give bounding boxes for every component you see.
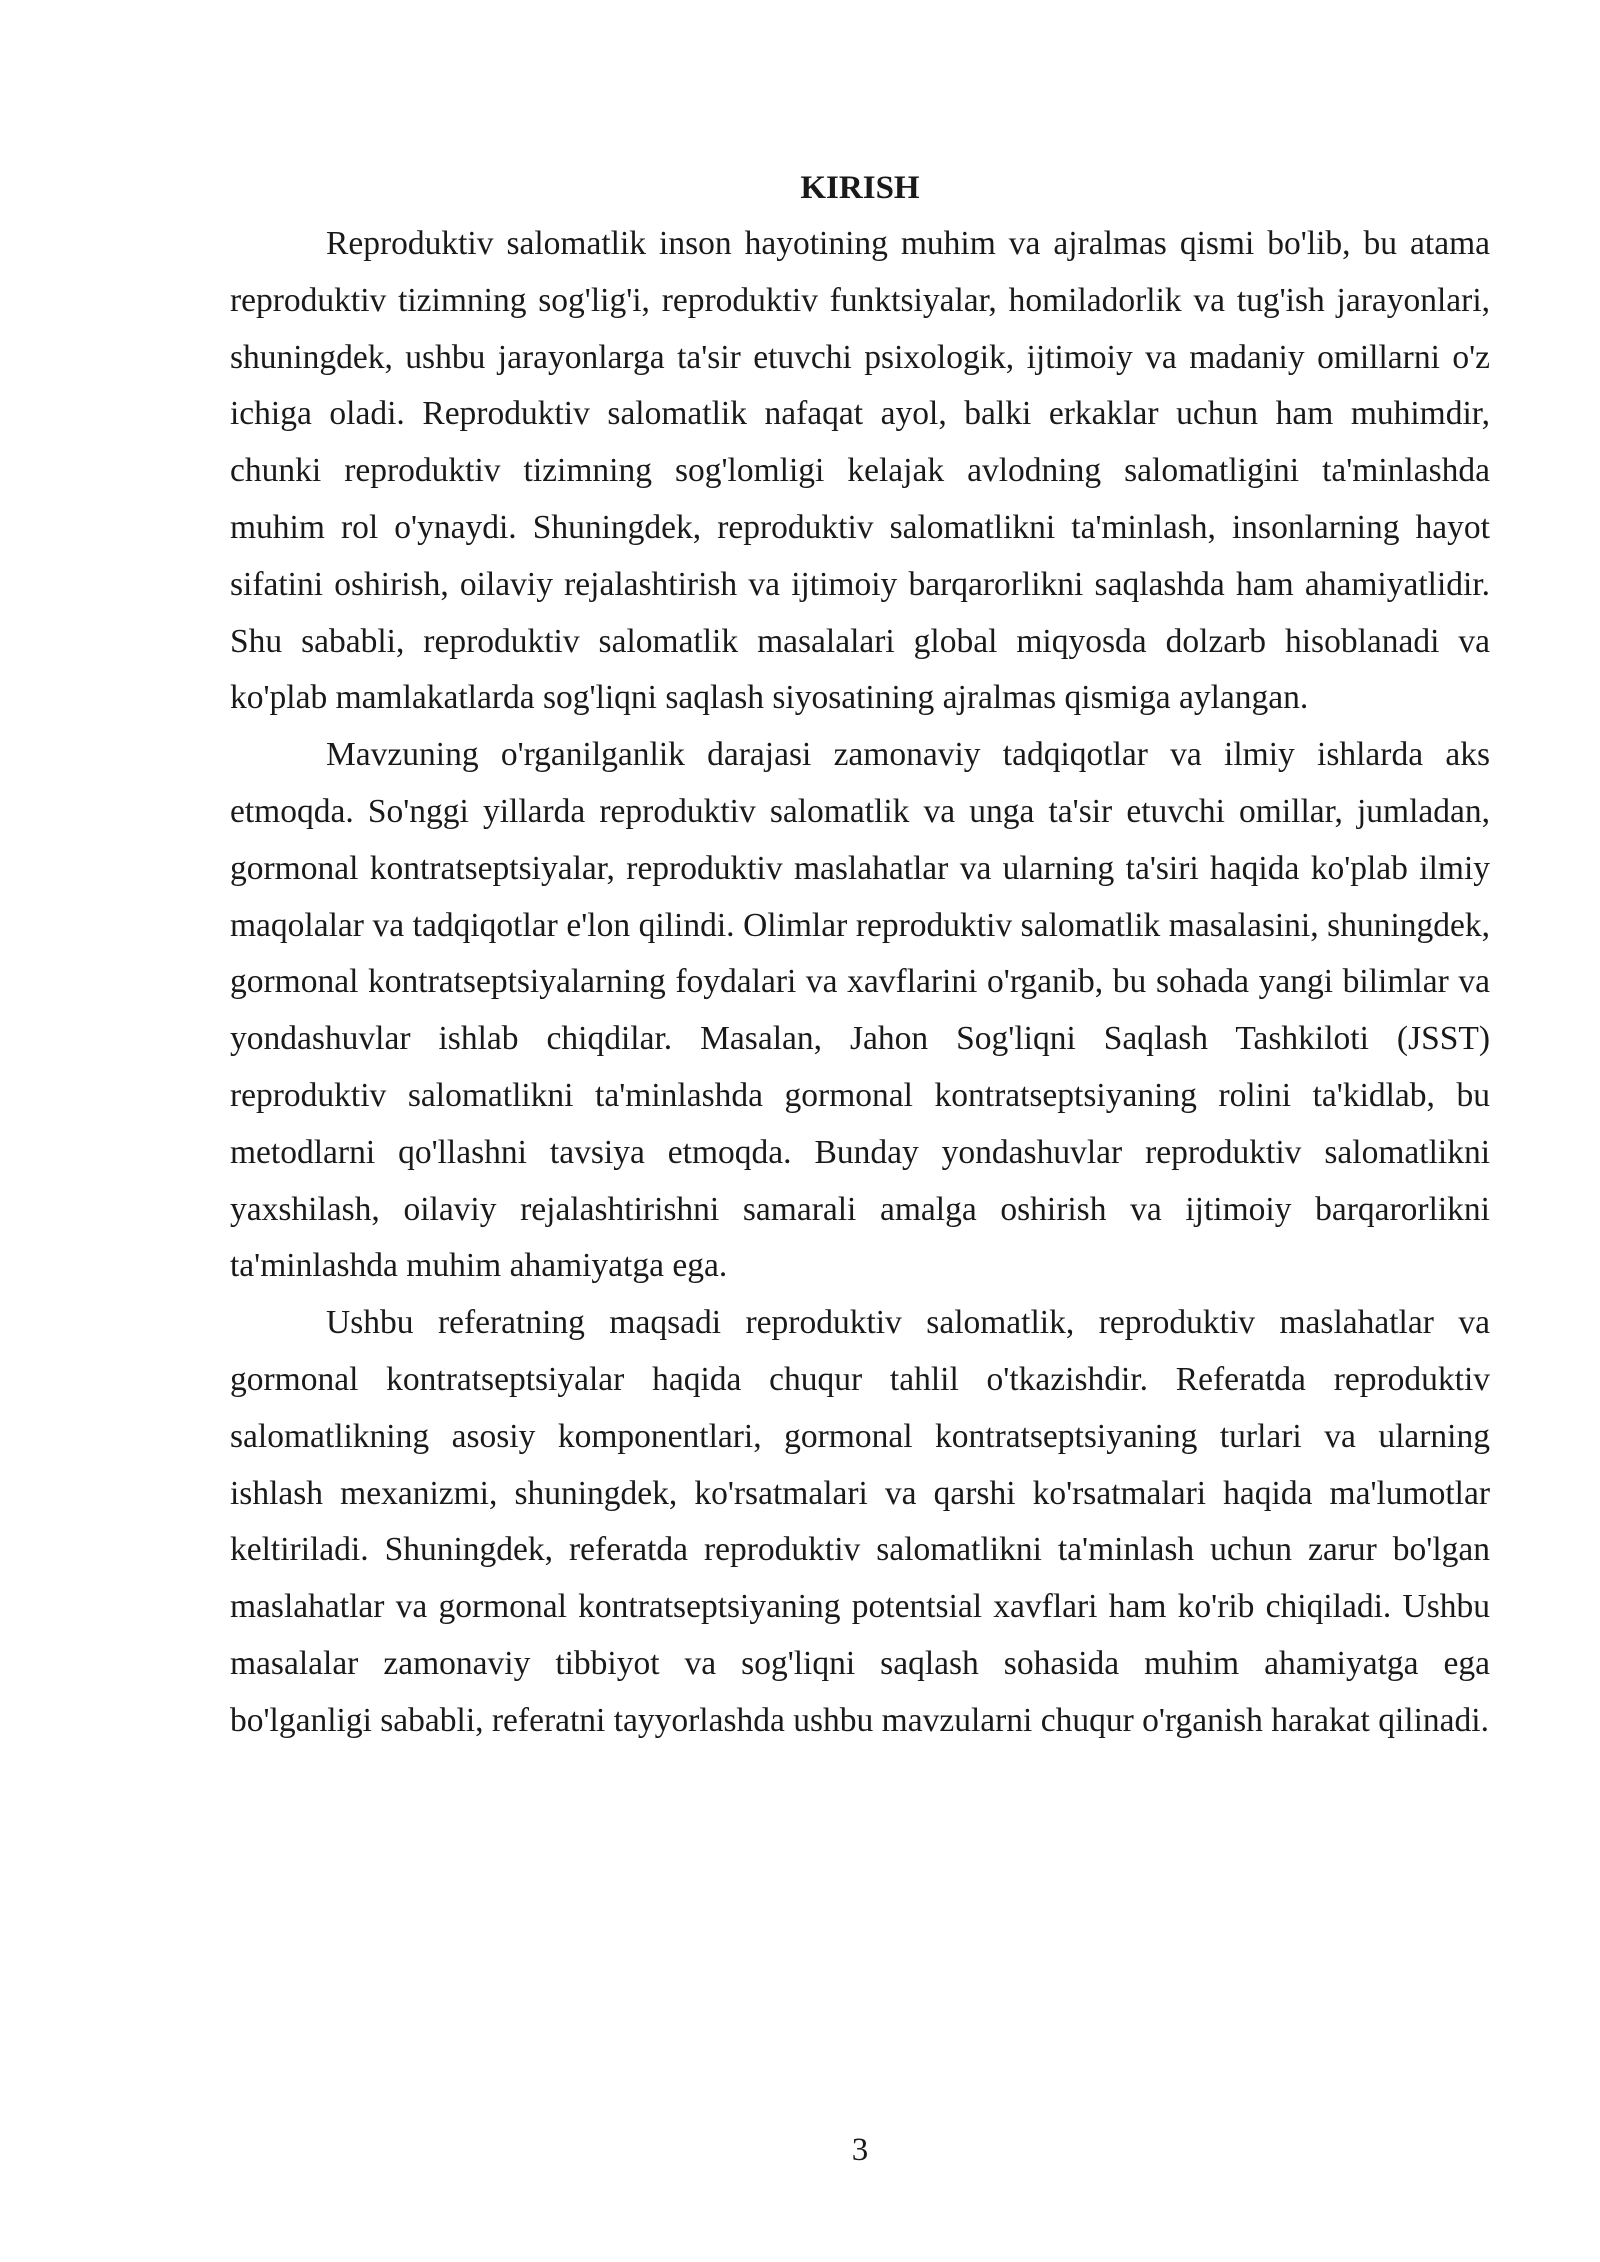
paragraph-objective: Ushbu referatning maqsadi reproduktiv salomatlik, reproduktiv maslahatlar va gormonal kontratseptsiyalar haqida chuqur tahlil o'tkazishdir. Referatda reproduktiv salomatlikning asosiy komponentlari, gormonal kontratseptsiyaning turlari va ularning ishlash mexanizmi, shuningdek, ko'rsatmalari va qarshi ko'rsatmalari haqida ma'lumotlar keltiriladi. Shuningdek, referatda reproduktiv salomatlikni ta'minlash uchun zarur bo'lgan maslahatlar va gormonal kontratseptsiyaning potentsial xavflari ham ko'rib chiqiladi. Ushbu masalalar zamonaviy tibbiyot va sog'liqni saqlash sohasida muhim ahamiyatga ega bo'lganligi sababli, referatni tayyorlashda ushbu mavzularni chuqur o'rganish harakat qilinadi. bbox=[230, 1304, 1490, 1739]
paragraph-research-status: Mavzuning o'rganilganlik darajasi zamonaviy tadqiqotlar va ilmiy ishlarda aks etmoqda. So'nggi yillarda reproduktiv salomatlik va unga ta'sir etuvchi omillar, jumladan, gormonal kontratseptsiyalar, reproduktiv maslahatlar va ularning ta'siri haqida ko'plab ilmiy maqolalar va tadqiqotlar e'lon qilindi. Olimlar reproduktiv salomatlik masalasini, shuningdek, gormonal kontratseptsiyalarning foydalari va xavflarini o'rganib, bu sohada yangi bilimlar va yondashuvlar ishlab chiqdilar. Masalan, Jahon Sog'liqni Saqlash Tashkiloti (JSST) reproduktiv salomatlikni ta'minlashda gormonal kontratseptsiyaning rolini ta'kidlab, bu metodlarni qo'llashni tavsiya etmoqda. Bunday yondashuvlar reproduktiv salomatlikni yaxshilash, oilaviy rejalashtirishni samarali amalga oshirish va ijtimoiy barqarorlikni ta'minlashda muhim ahamiyatga ega. bbox=[230, 736, 1490, 1285]
page-content bbox=[230, 160, 1490, 1750]
section-heading: KIRISH bbox=[800, 170, 920, 206]
paragraph-introduction: Reproduktiv salomatlik inson hayotining muhim va ajralmas qismi bo'lib, bu atama reproduktiv tizimning sog'lig'i, reproduktiv funktsiyalar, homiladorlik va tug'ish jarayonlari, shuningdek, ushbu jarayonlarga ta'sir etuvchi psixologik, ijtimoiy va madaniy omillarni o'z ichiga oladi. Reproduktiv salomatlik nafaqat ayol, balki erkaklar uchun ham muhimdir, chunki reproduktiv tizimning sog'lomligi kelajak avlodning salomatligini ta'minlashda muhim rol o'ynaydi. Shuningdek, reproduktiv salomatlikni ta'minlash, insonlarning hayot sifatini oshirish, oilaviy rejalashtirish va ijtimoiy barqarorlikni saqlashda ham ahamiyatlidir. Shu sababli, reproduktiv salomatlik masalalari global miqyosda dolzarb hisoblanadi va ko'plab mamlakatlarda sog'liqni saqlash siyosatining ajralmas qismiga aylangan. bbox=[230, 225, 1490, 717]
page-number: 3 bbox=[851, 2132, 869, 2168]
